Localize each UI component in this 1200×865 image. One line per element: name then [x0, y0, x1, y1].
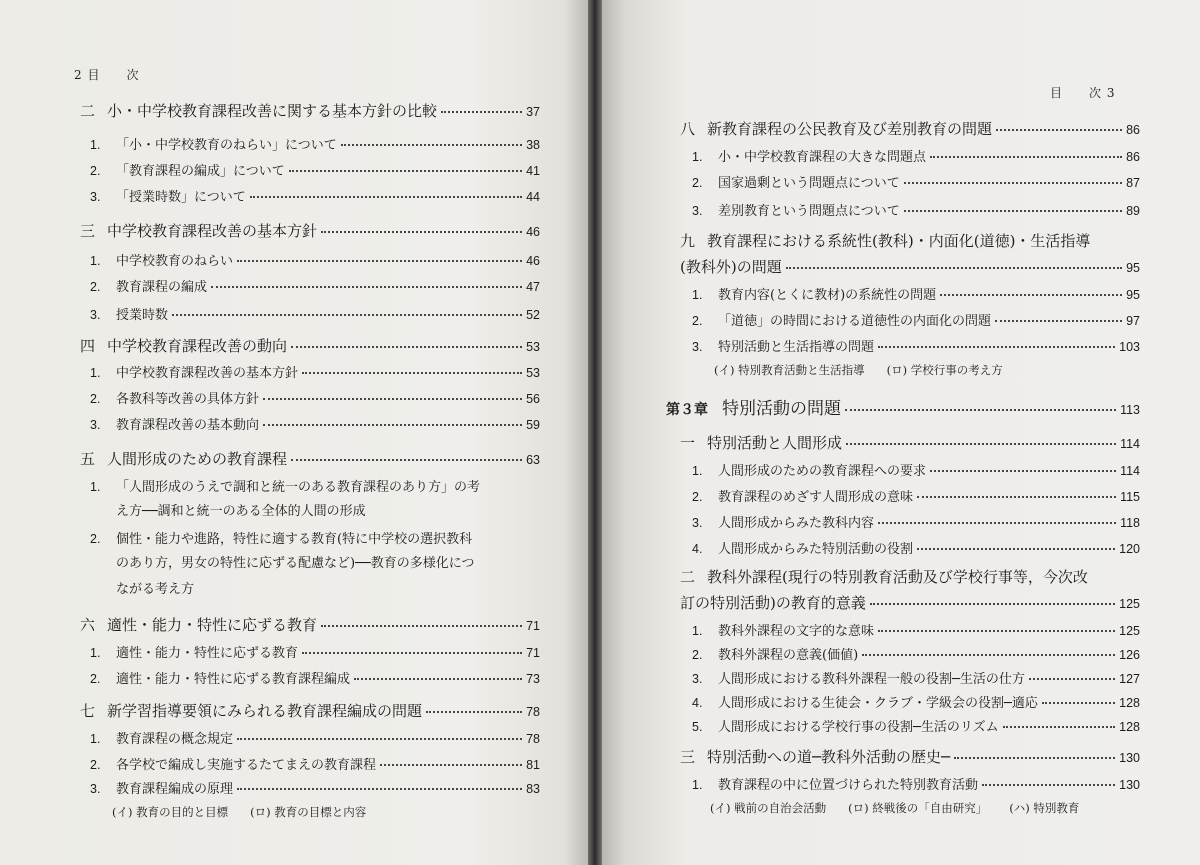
toc-entry: 1. 「小・中学校教育のねらい」について 38 [90, 138, 540, 153]
toc-subitems: (イ) 教育の目的と目標 (ロ) 教育の目標と内容 [112, 805, 367, 819]
toc-entry: 1. 中学校教育のねらい 46 [90, 254, 540, 269]
toc-continuation: のあり方，男女の特性に応ずる配慮など)──教育の多様化につ [116, 556, 475, 571]
toc-entry: 三 中学校教育課程改善の基本方針 46 [80, 222, 540, 240]
toc-entry: 五 人間形成のための教育課程 63 [80, 450, 540, 468]
book-gutter [588, 0, 602, 865]
toc-entry: 訂の特別活動)の教育的意義 125 [680, 594, 1140, 612]
toc-entry: 三 特別活動への道─教科外活動の歴史─ 130 [680, 748, 1140, 766]
toc-entry: 1. 「人間形成のうえで調和と統一のある教育課程のあり方」の考 [90, 480, 481, 495]
toc-subitems: (イ) 戦前の自治会活動 (ロ) 終戦後の「自由研究」 (ハ) 特別教育 [710, 801, 1080, 815]
toc-entry: 1. 人間形成のための教育課程への要求 114 [692, 464, 1140, 479]
toc-entry: 3. 授業時数 52 [90, 308, 540, 323]
toc-entry: 2. 個性・能力や進路，特性に適する教育(特に中学校の選択教科 [90, 532, 473, 547]
toc-entry: 2. 国家過剰という問題点について 87 [692, 176, 1140, 191]
toc-entry: 4. 人間形成からみた特別活動の役割 120 [692, 542, 1140, 557]
toc-entry: 2. 各学校で編成し実施するたてまえの教育課程 81 [90, 758, 540, 773]
toc-entry: 1. 教科外課程の文字的な意味 125 [692, 624, 1140, 639]
toc-entry: 八 新教育課程の公民教育及び差別教育の問題 86 [680, 120, 1140, 138]
toc-entry: 六 適性・能力・特性に応ずる教育 71 [80, 616, 540, 634]
toc-subitems: (イ) 特別教育活動と生活指導 (ロ) 学校行事の考え方 [714, 363, 1003, 377]
toc-entry: 2. 教育課程のめざす人間形成の意味 115 [692, 490, 1140, 505]
toc-entry: 九 教育課程における系統性(教科)・内面化(道徳)・生活指導 [680, 232, 1091, 250]
toc-entry: 七 新学習指導要領にみられる教育課程編成の問題 78 [80, 702, 540, 720]
toc-continuation: ながる考え方 [116, 582, 195, 597]
toc-entry: 1. 中学校教育課程改善の基本方針 53 [90, 366, 540, 381]
toc-entry: 2. 「道徳」の時間における道徳性の内面化の問題 97 [692, 314, 1140, 329]
toc-entry: 2. 各教科等改善の具体方針 56 [90, 392, 540, 407]
toc-entry: 2. 教科外課程の意義(価値) 126 [692, 648, 1140, 663]
toc-entry: 3. 差別教育という問題点について 89 [692, 204, 1140, 219]
left-page-header: 2 目 次 [74, 68, 140, 82]
right-page-header: 目 次 3 [1050, 86, 1116, 100]
toc-entry: 2. 適性・能力・特性に応ずる教育課程編成 73 [90, 672, 540, 687]
chapter-heading: 第３章 特別活動の問題 113 [666, 399, 1140, 419]
toc-entry: 2. 教育課程の編成 47 [90, 280, 540, 295]
toc-entry: 3. 人間形成からみた教科内容 118 [692, 516, 1140, 531]
toc-entry: 5. 人間形成における学校行事の役割─生活のリズム 128 [692, 720, 1140, 735]
left-page [0, 0, 588, 865]
toc-entry: 3. 教育課程編成の原理 83 [90, 782, 540, 797]
toc-entry: 3. 人間形成における教科外課程一般の役割─生活の仕方 127 [692, 672, 1140, 687]
right-page [602, 0, 1200, 865]
toc-entry: 1. 小・中学校教育課程の大きな問題点 86 [692, 150, 1140, 165]
toc-entry: 3. 特別活動と生活指導の問題 103 [692, 340, 1140, 355]
toc-entry: 1. 教育課程の中に位置づけられた特別教育活動 130 [692, 778, 1140, 793]
toc-entry: 3. 教育課程改善の基本動向 59 [90, 418, 540, 433]
toc-entry: 1. 教育課程の概念規定 78 [90, 732, 540, 747]
toc-entry: 四 中学校教育課程改善の動向 53 [80, 337, 540, 355]
toc-entry: 4. 人間形成における生徒会・クラブ・学級会の役割─適応 128 [692, 696, 1140, 711]
toc-entry: 一 特別活動と人間形成 114 [680, 434, 1140, 452]
toc-entry: 2. 「教育課程の編成」について 41 [90, 164, 540, 179]
toc-entry: 1. 教育内容(とくに教材)の系統性の問題 95 [692, 288, 1140, 303]
toc-entry: 1. 適性・能力・特性に応ずる教育 71 [90, 646, 540, 661]
toc-entry: 二 小・中学校教育課程改善に関する基本方針の比較 37 [80, 102, 540, 120]
toc-entry: 二 教科外課程(現行の特別教育活動及び学校行事等，今次改 [680, 568, 1088, 586]
toc-entry: (教科外)の問題 95 [680, 258, 1140, 276]
toc-continuation: え方──調和と統一のある全体的人間の形成 [116, 504, 366, 519]
toc-entry: 3. 「授業時数」について 44 [90, 190, 540, 205]
